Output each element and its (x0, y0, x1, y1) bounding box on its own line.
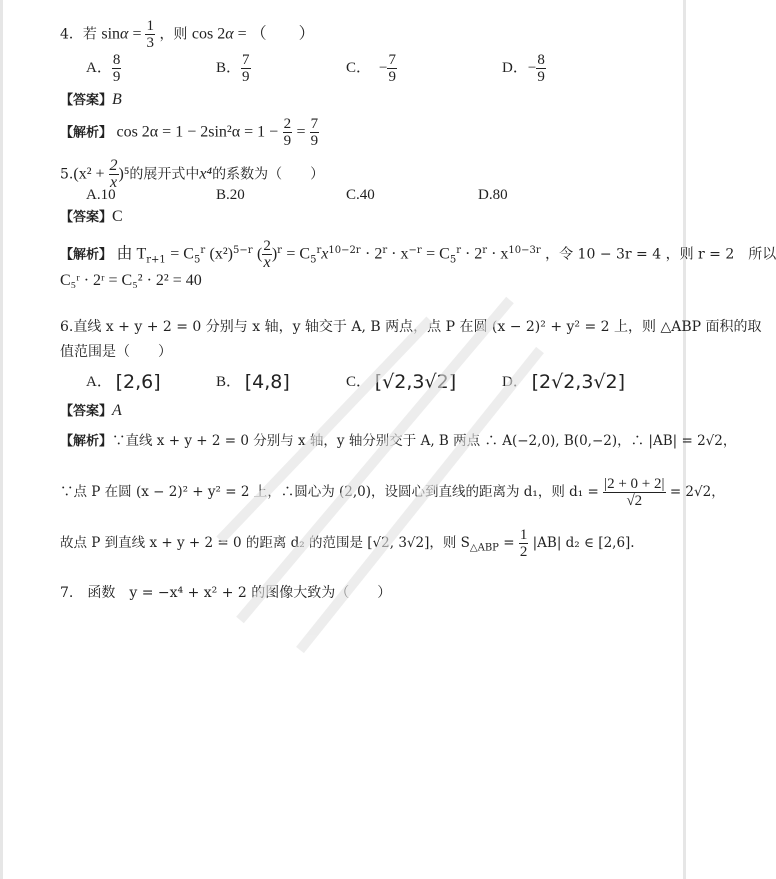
q4-option-c: C． − $\frac{7}{9}$ (346, 52, 396, 85)
q4-option-b: B． $\frac{7}{9}$ (216, 52, 250, 85)
q5-option-b: B.20 (216, 187, 245, 203)
q6-answer: 【答案】A (60, 402, 122, 419)
q6-option-d: D． [2√2,3√2] (502, 371, 626, 393)
q4-analysis: 【解析】 cos 2α = 1 − 2sin²α = 1 − $\frac{2}{9}$ = $\frac{7}{9}$ (60, 116, 319, 149)
q6-analysis-line1: 【解析】∵直线 x + y + 2 = 0 分别与 x 轴，y 轴分别交于 A, B 两点 ∴ A(−2,0), B(0,−2)，∴ |AB| = 2√2， (60, 433, 737, 449)
q5-option-d: D.80 (478, 187, 508, 203)
q4-stem: 4．若 sinα = $\frac{1}{3}$ ，则 cos 2α = （ ） (60, 18, 315, 51)
q6-option-a: A． [2,6] (86, 371, 161, 393)
q6-analysis-line2: ∵点 P 在圆 (x − 2)² + y² = 2 上，∴圆心为 (2,0)，设圆心到直线的距离为 d₁，则 d₁ = $\frac{|2 + 0 + 2|}{√2}$ = 2√2， (60, 476, 725, 509)
q7-stem: 7. 函数 y = −x⁴ + x² + 2 的图像大致为（ ） (60, 585, 392, 601)
q6-analysis-line3: 故点 P 到直线 x + y + 2 = 0 的距离 d₂ 的范围是 [√2, 3√2]，则 $S_{\triangle ABP}$ = $\frac{1}{2}$ |AB| d₂ ∈ [2,6]. (60, 527, 635, 560)
q4-option-a: A． $\frac{8}{9}$ (86, 52, 121, 85)
q4-answer: 【答案】B (60, 91, 122, 108)
watermark-graphic (180, 290, 600, 670)
q6-option-b: B． [4,8] (216, 371, 290, 393)
q5-answer: 【答案】C (60, 208, 123, 225)
q6-option-c: C． [√2,3√2] (346, 371, 457, 393)
q5-option-a: A.10 (86, 187, 116, 203)
q6-stem-line2: 值范围是（ ） (60, 344, 172, 360)
q4-frac-one-third: $\frac{1}{3}$ (146, 18, 154, 51)
page-edge-left (0, 0, 3, 879)
q5-analysis-line1: 【解析】 由 $T_{r+1} = C_5^r$ $(x^2)^{5-r}$ ( $\frac{2}{x}$ )$^r = C_5^rx^{10-2r} \cdot 2^r \cdot x^{-r} = C_5^r \cdot 2^r \cdot x^{10-3r}$ ，令 10 − 3r = 4 ，则 r = 2 所以 (60, 238, 776, 271)
q6-stem-line1: 6.直线 x + y + 2 = 0 分别与 x 轴，y 轴交于 A, B 两点，点 P 在圆 (x − 2)² + y² = 2 上，则 △ABP 面积的取 (60, 319, 762, 335)
q5-option-c: C.40 (346, 187, 375, 203)
q5-stem: 5.(x² + $\frac{2}{x}$ )⁵的展开式中x⁴的系数为（ ） (60, 157, 325, 191)
q4-option-d: D．− $\frac{8}{9}$ (502, 52, 545, 85)
q5-analysis-line2: C₅ʳ · 2ʳ = C₅² · 2² = 40 (60, 272, 202, 289)
